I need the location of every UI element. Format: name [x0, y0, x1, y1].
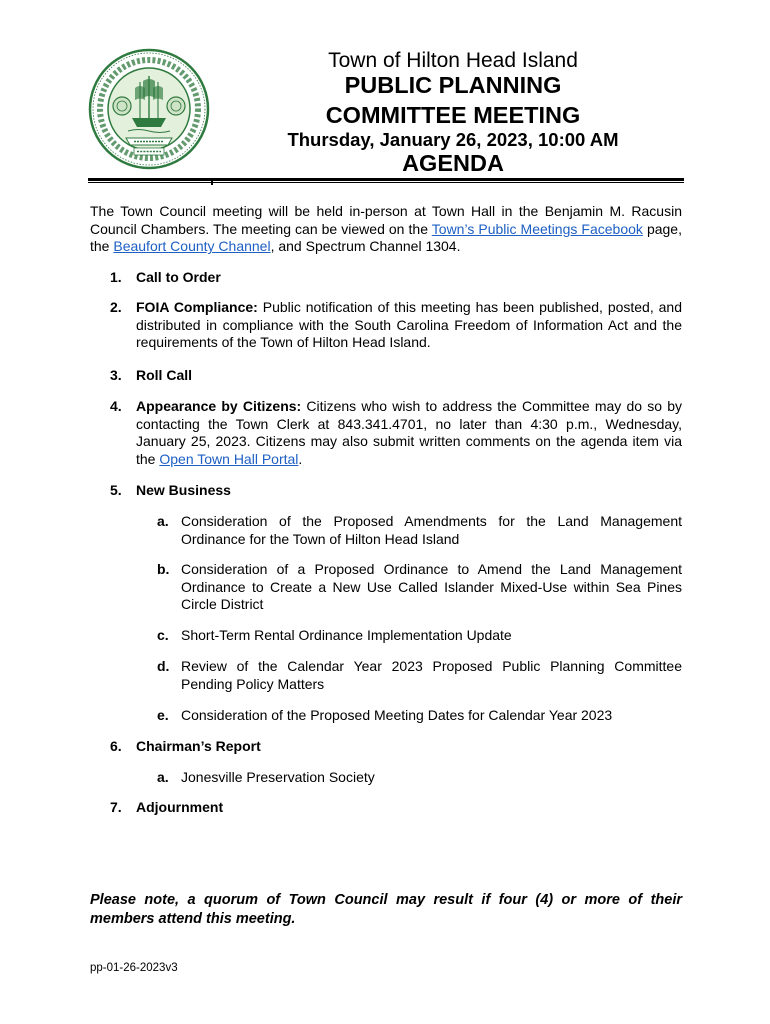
- meeting-title: [222, 70, 684, 130]
- open-town-hall-portal-link[interactable]: Open Town Hall Portal: [159, 450, 299, 467]
- agenda-item-appearance-by-citizens: [110, 398, 682, 468]
- agenda-item-roll-call: [110, 367, 682, 385]
- item-number: 5.: [110, 482, 122, 498]
- sub-item-text: Consideration of the Proposed Amendments for the Land Management Ordinance for the Town of Hilton Head Island: [181, 513, 682, 547]
- agenda-item-new-business: [110, 482, 682, 500]
- town-seal-logo: [88, 48, 210, 170]
- sub-item-letter: c.: [157, 627, 169, 643]
- new-business-item-a: [157, 513, 682, 548]
- chairmans-report-item-a: [157, 769, 682, 787]
- item-label: Adjournment: [136, 799, 224, 815]
- sub-item-letter: a.: [157, 769, 169, 785]
- new-business-item-b: [157, 561, 682, 614]
- item-label: Roll Call: [136, 367, 193, 383]
- facebook-link[interactable]: Town’s Public Meetings Facebook: [431, 220, 643, 237]
- beaufort-county-channel-link[interactable]: Beaufort County Channel: [113, 238, 271, 255]
- sub-item-text: Short-Term Rental Ordinance Implementation Update: [181, 627, 512, 643]
- intro-text-end: , and Spectrum Channel 1304.: [270, 238, 461, 255]
- sub-item-text: Consideration of a Proposed Ordinance to Amend the Land Management Ordinance to Create a New Use Called Islander Mixed-Use within Sea Pines Circle District: [181, 561, 682, 612]
- sub-item-text: Jonesville Preservation Society: [181, 769, 375, 785]
- sub-item-letter: a.: [157, 513, 169, 529]
- agenda-item-call-to-order: [110, 269, 682, 287]
- header-divider-tick: [211, 181, 213, 185]
- quorum-note: Please note, a quorum of Town Council may result if four (4) or more of their members attend this meeting.: [90, 892, 682, 927]
- agenda-item-chairmans-report: [110, 738, 682, 756]
- item-label: Call to Order: [136, 269, 221, 285]
- item-number: 3.: [110, 367, 122, 383]
- agenda-heading: AGENDA: [402, 150, 504, 176]
- new-business-item-d: [157, 658, 682, 693]
- sub-item-letter: b.: [157, 561, 170, 577]
- intro-text: The Town Council meeting will be held in-person at Town Hall in the Benjamin M. Racusin Council Chambers. The meeting can be viewed on the: [90, 203, 682, 237]
- header-divider-thin: [88, 182, 684, 183]
- item-label: Chairman’s Report: [136, 738, 261, 754]
- item-text: Citizens who wish to address the Committee may do so by contacting the Town Clerk at 843.341.4701, no later than 4:30 p.m., Wednesday, January 25, 2023. Citizens may also submit written comments on the agenda item via the: [136, 398, 682, 467]
- meeting-date: Thursday, January 26, 2023, 10:00 AM: [287, 129, 619, 150]
- item-number: 6.: [110, 738, 122, 754]
- sub-item-text: Review of the Calendar Year 2023 Proposed Public Planning Committee Pending Policy Matters: [181, 658, 682, 692]
- intro-paragraph: [90, 203, 682, 256]
- item-number: 7.: [110, 799, 122, 815]
- meeting-title-line-2: COMMITTEE MEETING: [325, 102, 581, 128]
- intro-text-mid: page, the: [90, 220, 682, 255]
- item-label: FOIA Compliance:: [136, 299, 258, 315]
- item-label: New Business: [136, 482, 231, 498]
- document-id-footer: pp-01-26-2023v3: [90, 962, 178, 974]
- item-number: 4.: [110, 398, 122, 414]
- sub-item-text: Consideration of the Proposed Meeting Dates for Calendar Year 2023: [181, 707, 613, 723]
- agenda-item-adjournment: [110, 799, 682, 817]
- town-name: Town of Hilton Head Island: [328, 49, 578, 72]
- sub-item-letter: e.: [157, 707, 169, 723]
- sub-item-letter: d.: [157, 658, 170, 674]
- header-divider: [88, 178, 684, 181]
- item-number: 1.: [110, 269, 122, 285]
- item-text: Public notification of this meeting has been published, posted, and distributed in compliance with the South Carolina Freedom of Information Act and the requirements of the Town of Hilton Head Island.: [136, 299, 682, 350]
- new-business-item-e: [157, 707, 682, 725]
- agenda-item-foia-compliance: [110, 299, 682, 352]
- item-text-end: .: [298, 450, 303, 467]
- item-label: Appearance by Citizens:: [136, 398, 302, 414]
- item-number: 2.: [110, 299, 122, 315]
- new-business-item-c: [157, 627, 682, 645]
- meeting-title-line-1: PUBLIC PLANNING: [344, 72, 562, 98]
